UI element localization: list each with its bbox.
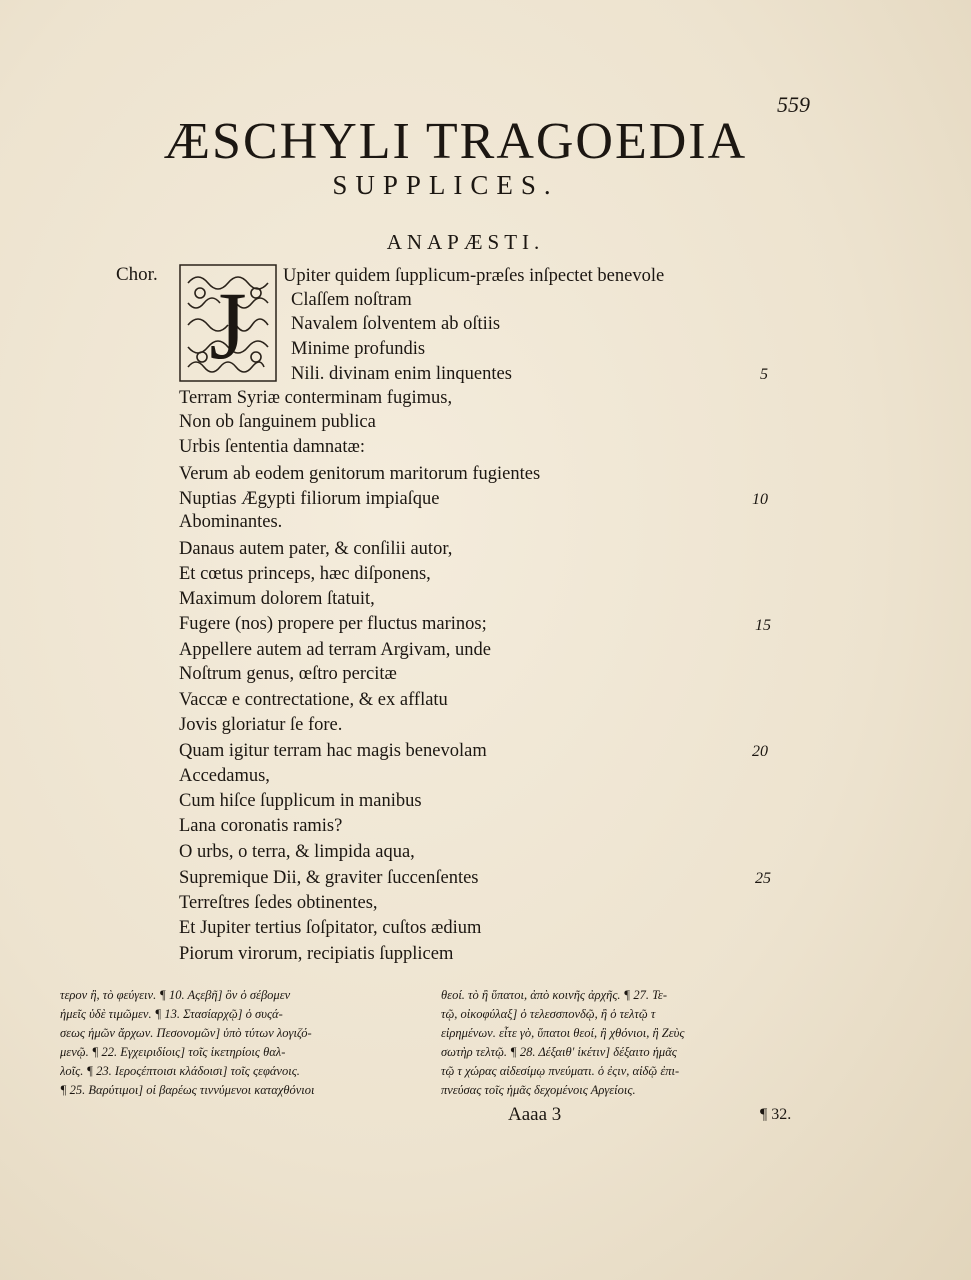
line-number: 25 — [755, 870, 771, 887]
verse-line: Terram Syriæ conterminam fugimus, — [179, 388, 453, 408]
verse-line: Danaus autem pater, & conſilii autor, — [179, 539, 453, 559]
note-line: τῷ τ χώρας αἰδεσίμῳ πνεύματι. ὁ ἐςιν, αἰδῷ ἐπι- — [441, 1064, 680, 1078]
verse-line: Terreſtres ſedes obtinentes, — [179, 893, 378, 913]
verse-line: Jovis gloriatur ſe fore. — [179, 715, 343, 735]
verse-line: Noſtrum genus, œſtro percitæ — [179, 664, 397, 684]
verse-line: Vaccæ e contrectatione, & ex afflatu — [179, 690, 448, 710]
page-title: ÆSCHYLI TRAGOEDIA — [163, 113, 748, 170]
note-line: λοῖς. ¶ 23. Ιεροςέπτοισι κλάδοισι] τοῖς ςεφάνοις. — [60, 1064, 300, 1078]
note-line: πνεύσας τοῖς ἡμᾶς δεχομένοις Αργείοις. — [441, 1083, 636, 1097]
verse-line: Navalem ſolventem ab oſtiis — [291, 314, 501, 334]
verse-line: Urbis ſententia damnatæ: — [179, 437, 365, 457]
section-heading: ANAPÆSTI. — [386, 230, 545, 254]
signature-mark: Aaaa 3 — [508, 1104, 562, 1125]
note-line: εἰρημένων. εἶτε γὸ, ὕπατοι θεοί, ἢ χθόνιοι, ἢ Ζεὺς — [441, 1026, 685, 1040]
line-number: 5 — [760, 366, 768, 383]
catchword: ¶ 32. — [760, 1106, 792, 1123]
decorated-initial-icon — [178, 263, 278, 383]
verse-line: Verum ab eodem genitorum maritorum fugientes — [179, 464, 541, 484]
verse-line: Appellere autem ad terram Argivam, unde — [179, 640, 491, 660]
line-number: 20 — [752, 743, 768, 760]
page-number: 559 — [777, 92, 810, 117]
notes-right-column — [441, 986, 811, 1100]
verse-line: Upiter quidem ſupplicum-præſes inſpectet benevole — [283, 266, 665, 286]
note-line: θεοί. τὸ ἢ ὕπατοι, ἀπὸ κοινῆς ἀρχῆς. ¶ 27. Τε- — [441, 988, 667, 1002]
notes-left-column — [60, 986, 430, 1100]
verse-line: Claſſem noſtram — [291, 290, 412, 310]
verse-line: Maximum dolorem ſtatuit, — [179, 589, 375, 609]
svg-text:J: J — [209, 272, 247, 379]
note-line: ἡμεῖς ὑδὲ τιμῶμεν. ¶ 13. Στασίαρχῷ] ὁ συςά- — [60, 1007, 283, 1021]
verse-line: Cum hiſce ſupplicum in manibus — [179, 791, 422, 811]
verse-line: Et Jupiter tertius ſoſpitator, cuſtos ædium — [179, 918, 482, 938]
line-number: 10 — [752, 491, 768, 508]
verse-line: Abominantes. — [179, 512, 283, 532]
note-line: τερον ἢ, τὸ φεύγειν. ¶ 10. Αςεβῆ] ὃν ὁ σέβομεν — [60, 988, 291, 1002]
verse-line: Lana coronatis ramis? — [179, 816, 343, 836]
verse-line: Supremique Dii, & graviter ſuccenſentes — [179, 868, 479, 888]
speaker-label: Chor. — [116, 264, 158, 285]
note-line: μενῷ. ¶ 22. Εγχειριδίοις] τοῖς ἱκετηρίοις θαλ- — [60, 1045, 286, 1059]
verse-line: O urbs, o terra, & limpida aqua, — [179, 842, 415, 862]
verse-line: Non ob ſanguinem publica — [179, 412, 376, 432]
verse-line: Minime profundis — [291, 339, 426, 359]
verse-line: Accedamus, — [179, 766, 270, 786]
verse-line: Quam igitur terram hac magis benevolam — [179, 741, 487, 761]
verse-line: Et cœtus princeps, hæc diſponens, — [179, 564, 431, 584]
verse-line: Nuptias Ægypti filiorum impiaſque — [179, 489, 440, 509]
verse-line: Fugere (nos) propere per fluctus marinos; — [179, 614, 487, 634]
page-subtitle: SUPPLICES. — [332, 170, 559, 200]
note-line: σωτὴρ τελτῷ. ¶ 28. Δέξαιθ' ἱκέτιν] δέξαιτο ἡμᾶς — [441, 1045, 677, 1059]
note-line: σεως ἡμῶν ἄρχων. Πεσονομῶν] ὑπὸ τύτων λογιζό- — [60, 1026, 312, 1040]
note-line: τῷ, οἰκοφύλαξ] ὁ τελεσσπονδῷ, ἢ ὁ τελτῷ τ — [441, 1007, 656, 1021]
line-number: 15 — [755, 617, 771, 634]
verse-line: Nili. divinam enim linquentes — [291, 364, 512, 384]
verse-line: Piorum virorum, recipiatis ſupplicem — [179, 944, 454, 964]
note-line: ¶ 25. Βαρύτιμοι] οἱ βαρέως τιννύμενοι καταχθόνιοι — [60, 1083, 315, 1097]
